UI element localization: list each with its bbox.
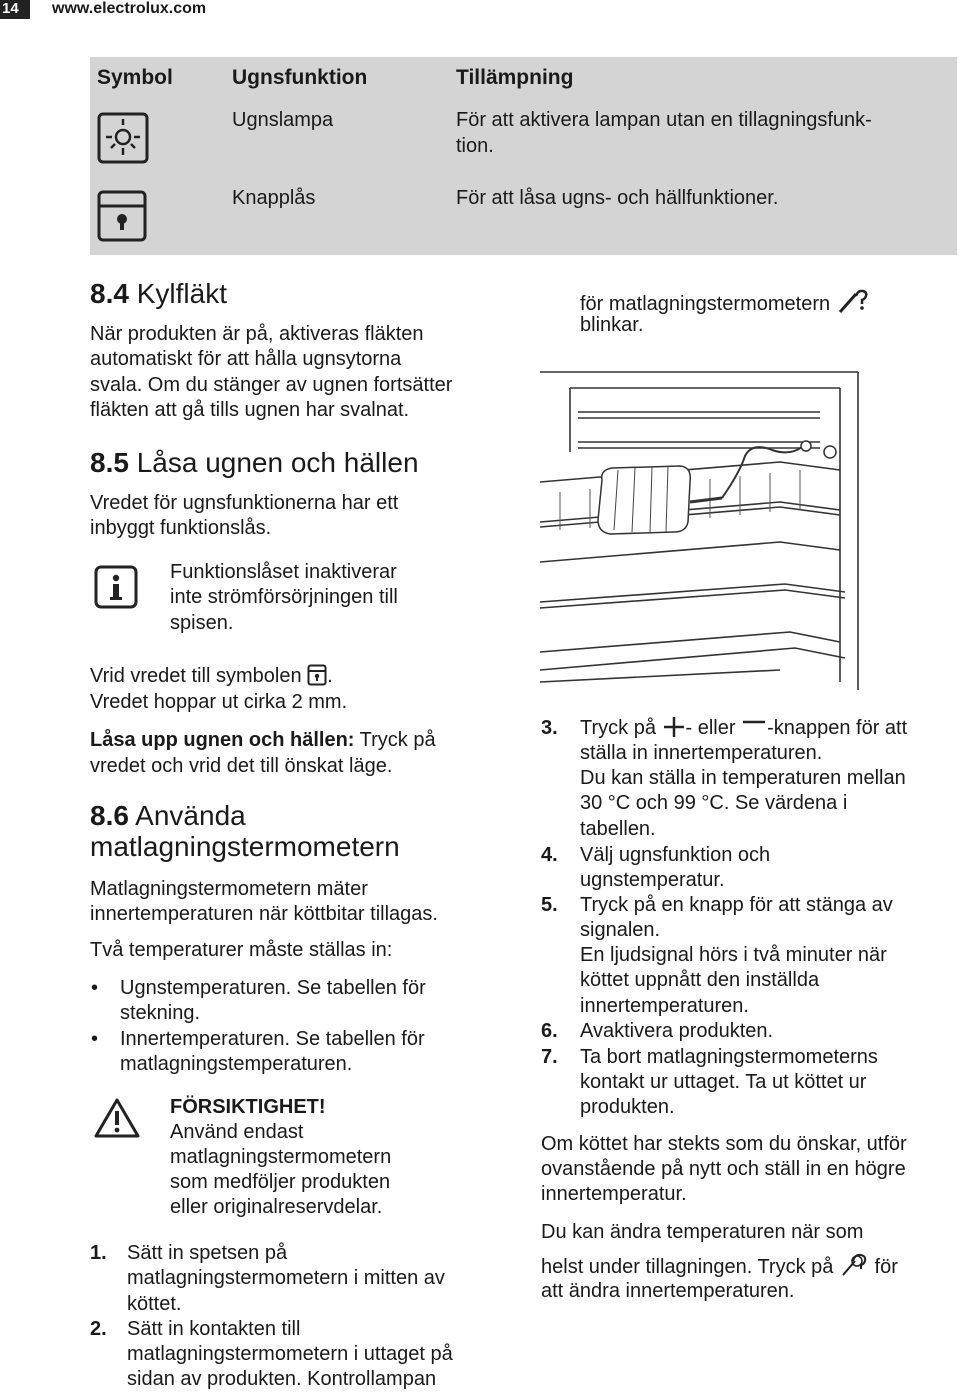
section-title-line2: matlagningstermometern (90, 831, 400, 862)
info-icon (94, 565, 138, 609)
meat-probe-icon (836, 288, 870, 322)
paragraph: att ändra innertemperaturen. (541, 1280, 795, 1302)
oven-meat-probe-illustration (540, 352, 875, 692)
step-text: signalen. (580, 919, 661, 941)
step-number: 6. (541, 1020, 558, 1042)
step-number: 2. (90, 1318, 107, 1340)
unlock-instruction (90, 728, 436, 754)
paragraph: svala. Om du stänger av ugnen fortsätter (90, 374, 453, 396)
paragraph: Vredet hoppar ut cirka 2 mm. (90, 691, 348, 713)
step-text: köttet. (127, 1293, 182, 1315)
table-cell-use: tion. (456, 135, 494, 157)
paragraph: Två temperaturer måste ställas in: (90, 939, 393, 961)
step-text: Sätt in spetsen på (127, 1242, 288, 1264)
step-text: sidan av produkten. Kontrollampan (127, 1368, 437, 1390)
section-title: Låsa ugnen och hällen (136, 447, 419, 478)
paragraph: Vredet för ugnsfunktionerna har ett (90, 492, 399, 514)
step-text: matlagningstermometern i mitten av (127, 1267, 445, 1289)
page-header (0, 0, 960, 20)
list-item: matlagningstemperaturen. (120, 1053, 353, 1075)
para2-pre: helst under tillagningen. Tryck på (541, 1256, 834, 1278)
list-item: stekning. (120, 1002, 201, 1024)
paragraph: vredet och vrid det till önskat läge. (90, 755, 393, 777)
site-url: www.electrolux.com (52, 0, 207, 17)
para2-post: för (874, 1256, 898, 1278)
step-note: Du kan ställa in temperaturen mellan (580, 767, 906, 789)
step3-pre: Tryck på (580, 717, 656, 739)
list-item: Ugnstemperaturen. Se tabellen för (120, 977, 426, 999)
table-cell-use: För att låsa ugns- och hällfunktioner. (456, 187, 779, 209)
bullet-dot: • (91, 1028, 99, 1050)
step-text: matlagningstermometern i uttaget på (127, 1343, 453, 1365)
step-number: 3. (541, 717, 558, 739)
step-text: Avaktivera produkten. (580, 1020, 774, 1042)
paragraph: automatiskt för att hålla ugnsytorna (90, 348, 402, 370)
step3-mid: - eller (685, 717, 736, 739)
caution-title: FÖRSIKTIGHET! (170, 1096, 326, 1118)
step-number: 5. (541, 894, 558, 916)
child-lock-icon (97, 190, 147, 242)
bullet-dot: • (91, 977, 99, 999)
info-note: spisen. (170, 612, 234, 634)
step-text: kontakt ur uttaget. Ta ut köttet ur (580, 1071, 867, 1093)
step-note: köttet uppnått den inställda (580, 969, 820, 991)
paragraph: inbyggt funktionslås. (90, 517, 272, 539)
step-number: 4. (541, 844, 558, 866)
turn-text: Vrid vredet till symbolen (90, 665, 302, 687)
step-text: Sätt in kontakten till (127, 1318, 301, 1340)
section-heading-8-6 (90, 799, 246, 833)
list-item: Innertemperaturen. Se tabellen för (120, 1028, 425, 1050)
caution-text: som medföljer produkten (170, 1171, 391, 1193)
table-header-use: Tillämpning (456, 66, 574, 89)
table-cell-function: Knapplås (232, 187, 316, 209)
step-note: innertemperaturen. (580, 995, 749, 1017)
table-cell-use: För att aktivera lampan utan en tillagningsfunk- (456, 109, 872, 131)
table-cell-function: Ugnslampa (232, 109, 334, 131)
step-text: Välj ugnsfunktion och (580, 844, 771, 866)
unlock-label: Låsa upp ugnen och hällen: (90, 729, 355, 751)
paragraph: innertemperaturen när köttbitar tillagas. (90, 903, 438, 925)
step-text: Tryck på en knapp för att stänga av (580, 894, 893, 916)
continued-text: blinkar. (580, 314, 644, 336)
paragraph: ovanstående på nytt och ställ in en högre (541, 1158, 906, 1180)
step-note: 30 °C och 99 °C. Se värdena i (580, 792, 848, 814)
paragraph: När produkten är på, aktiveras fläkten (90, 323, 424, 345)
section-heading-8-4 (90, 277, 227, 311)
unlock-text: Tryck på (354, 729, 436, 751)
table-header-function: Ugnsfunktion (232, 66, 368, 89)
step3-post: -knappen för att (767, 717, 908, 739)
section-title: Kylfläkt (136, 278, 227, 309)
oven-lamp-icon (97, 112, 149, 164)
paragraph: fläkten att gå tills ugnen har svalnat. (90, 399, 410, 421)
section-number: 8.4 (90, 278, 129, 309)
section-heading-8-5 (90, 446, 419, 480)
step-note: tabellen. (580, 818, 656, 840)
info-note: Funktionslåset inaktiverar (170, 561, 397, 583)
caution-text: matlagningstermometern (170, 1146, 392, 1168)
turn-end: . (327, 665, 333, 687)
paragraph: Om köttet har stekts som du önskar, utför (541, 1133, 907, 1155)
cont-line1: för matlagningstermometern (580, 293, 831, 315)
info-note: inte strömförsörjningen till (170, 586, 398, 608)
step-number: 7. (541, 1046, 558, 1068)
page-number: 14 (0, 0, 30, 19)
paragraph: Du kan ändra temperaturen när som (541, 1221, 864, 1243)
step-text: ugnstemperatur. (580, 869, 725, 891)
section-title: Använda (135, 800, 246, 831)
step-text: produkten. (580, 1096, 675, 1118)
step-number: 1. (90, 1242, 107, 1264)
paragraph: Matlagningstermometern mäter (90, 878, 368, 900)
table-header-symbol: Symbol (97, 66, 173, 89)
caution-text: eller originalreservdelar. (170, 1196, 383, 1218)
step-note: En ljudsignal hörs i två minuter när (580, 944, 887, 966)
step-text: Ta bort matlagningstermometerns (580, 1046, 878, 1068)
section-number: 8.6 (90, 800, 129, 831)
warning-icon (94, 1097, 140, 1139)
caution-text: Använd endast (170, 1121, 304, 1143)
paragraph: innertemperatur. (541, 1183, 687, 1205)
step-text: ställa in innertemperaturen. (580, 742, 823, 764)
meat-probe-button-icon (839, 1253, 869, 1285)
section-number: 8.5 (90, 447, 129, 478)
